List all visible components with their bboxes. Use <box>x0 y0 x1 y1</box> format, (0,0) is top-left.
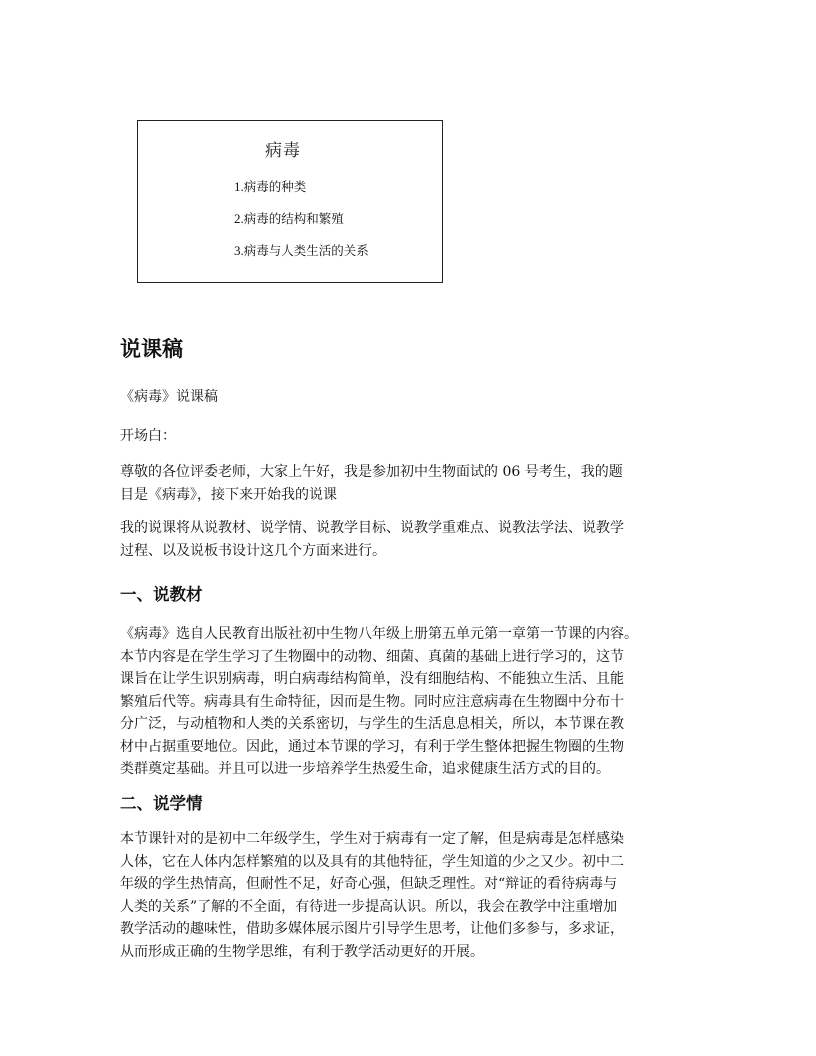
board-item-1 <box>234 177 306 195</box>
paragraph-line: 我的说课将从说教材、说学情、说教学目标、说教学重难点、说教法学法、说教学 <box>120 520 624 536</box>
section-heading-textbook: 一、说教材 <box>120 585 203 604</box>
greeting-paragraph <box>120 461 720 506</box>
board-item-number: 2. <box>234 211 244 226</box>
board-item-text: 病毒的结构和繁殖 <box>243 211 344 226</box>
paragraph-line: 人体，它在人体内怎样繁殖的以及具有的其他特征，学生知道的少之又少。初中二 <box>120 853 624 870</box>
board-item-number: 3. <box>234 243 244 258</box>
opening-label: 开场白： <box>120 428 176 444</box>
paragraph-line: 从而形成正确的生物学思维，有利于教学活动更好的开展。 <box>120 943 484 960</box>
document-title: 说课稿 <box>120 337 183 361</box>
board-item-3 <box>234 241 369 259</box>
paragraph-line: 材中占据重要地位。因此，通过本节课的学习，有利于学生整体把握生物圈的生物 <box>120 738 624 755</box>
paragraph-line: 《病毒》选自人民教育出版社初中生物八年级上册第五单元第一章第一节课的内容。 <box>120 626 638 642</box>
board-title: 病毒 <box>265 141 301 161</box>
paragraph-line: 尊敬的各位评委老师，大家上午好，我是参加初中生物面试的 06 号考生，我的题 <box>120 464 623 480</box>
paragraph-line: 本节内容是在学生学习了生物圈中的动物、细菌、真菌的基础上进行学习的，这节 <box>120 648 624 665</box>
paragraph-line: 过程、以及说板书设计这几个方面来进行。 <box>120 542 386 559</box>
document-subtitle: 《病毒》说课稿 <box>120 389 218 405</box>
blackboard-design-box <box>137 120 443 283</box>
board-item-2 <box>234 209 344 227</box>
paragraph-line: 繁殖后代等。病毒具有生命特征，因而是生物。同时应注意病毒在生物圈中分布十 <box>120 693 624 710</box>
intro-paragraph <box>120 517 720 562</box>
paragraph-line: 分广泛，与动植物和人类的关系密切，与学生的生活息息相关，所以，本节课在教 <box>120 716 624 732</box>
section-heading-student-analysis: 二、说学情 <box>120 794 203 813</box>
textbook-paragraph <box>120 623 720 781</box>
paragraph-line: 年级的学生热情高，但耐性不足，好奇心强，但缺乏理性。对“辩证的看待病毒与 <box>120 876 618 892</box>
board-item-text: 病毒与人类生活的关系 <box>243 243 369 258</box>
paragraph-line: 本节课针对的是初中二年级学生，学生对于病毒有一定了解，但是病毒是怎样感染 <box>120 831 624 847</box>
paragraph-line: 课旨在让学生识别病毒，明白病毒结构简单，没有细胞结构、不能独立生活、且能 <box>120 671 624 687</box>
student-analysis-paragraph <box>120 828 720 963</box>
paragraph-line: 教学活动的趣味性，借助多媒体展示图片引导学生思考，让他们多参与，多求证， <box>120 921 624 937</box>
paragraph-line: 类群奠定基础。并且可以进一步培养学生热爱生命，追求健康生活方式的目的。 <box>120 761 610 777</box>
paragraph-line: 目是《病毒》，接下来开始我的说课 <box>120 486 337 503</box>
board-item-number: 1. <box>234 179 244 194</box>
paragraph-line: 人类的关系”了解的不全面，有待进一步提高认识。所以，我会在教学中注重增加 <box>120 898 618 915</box>
board-item-text: 病毒的种类 <box>243 179 307 194</box>
